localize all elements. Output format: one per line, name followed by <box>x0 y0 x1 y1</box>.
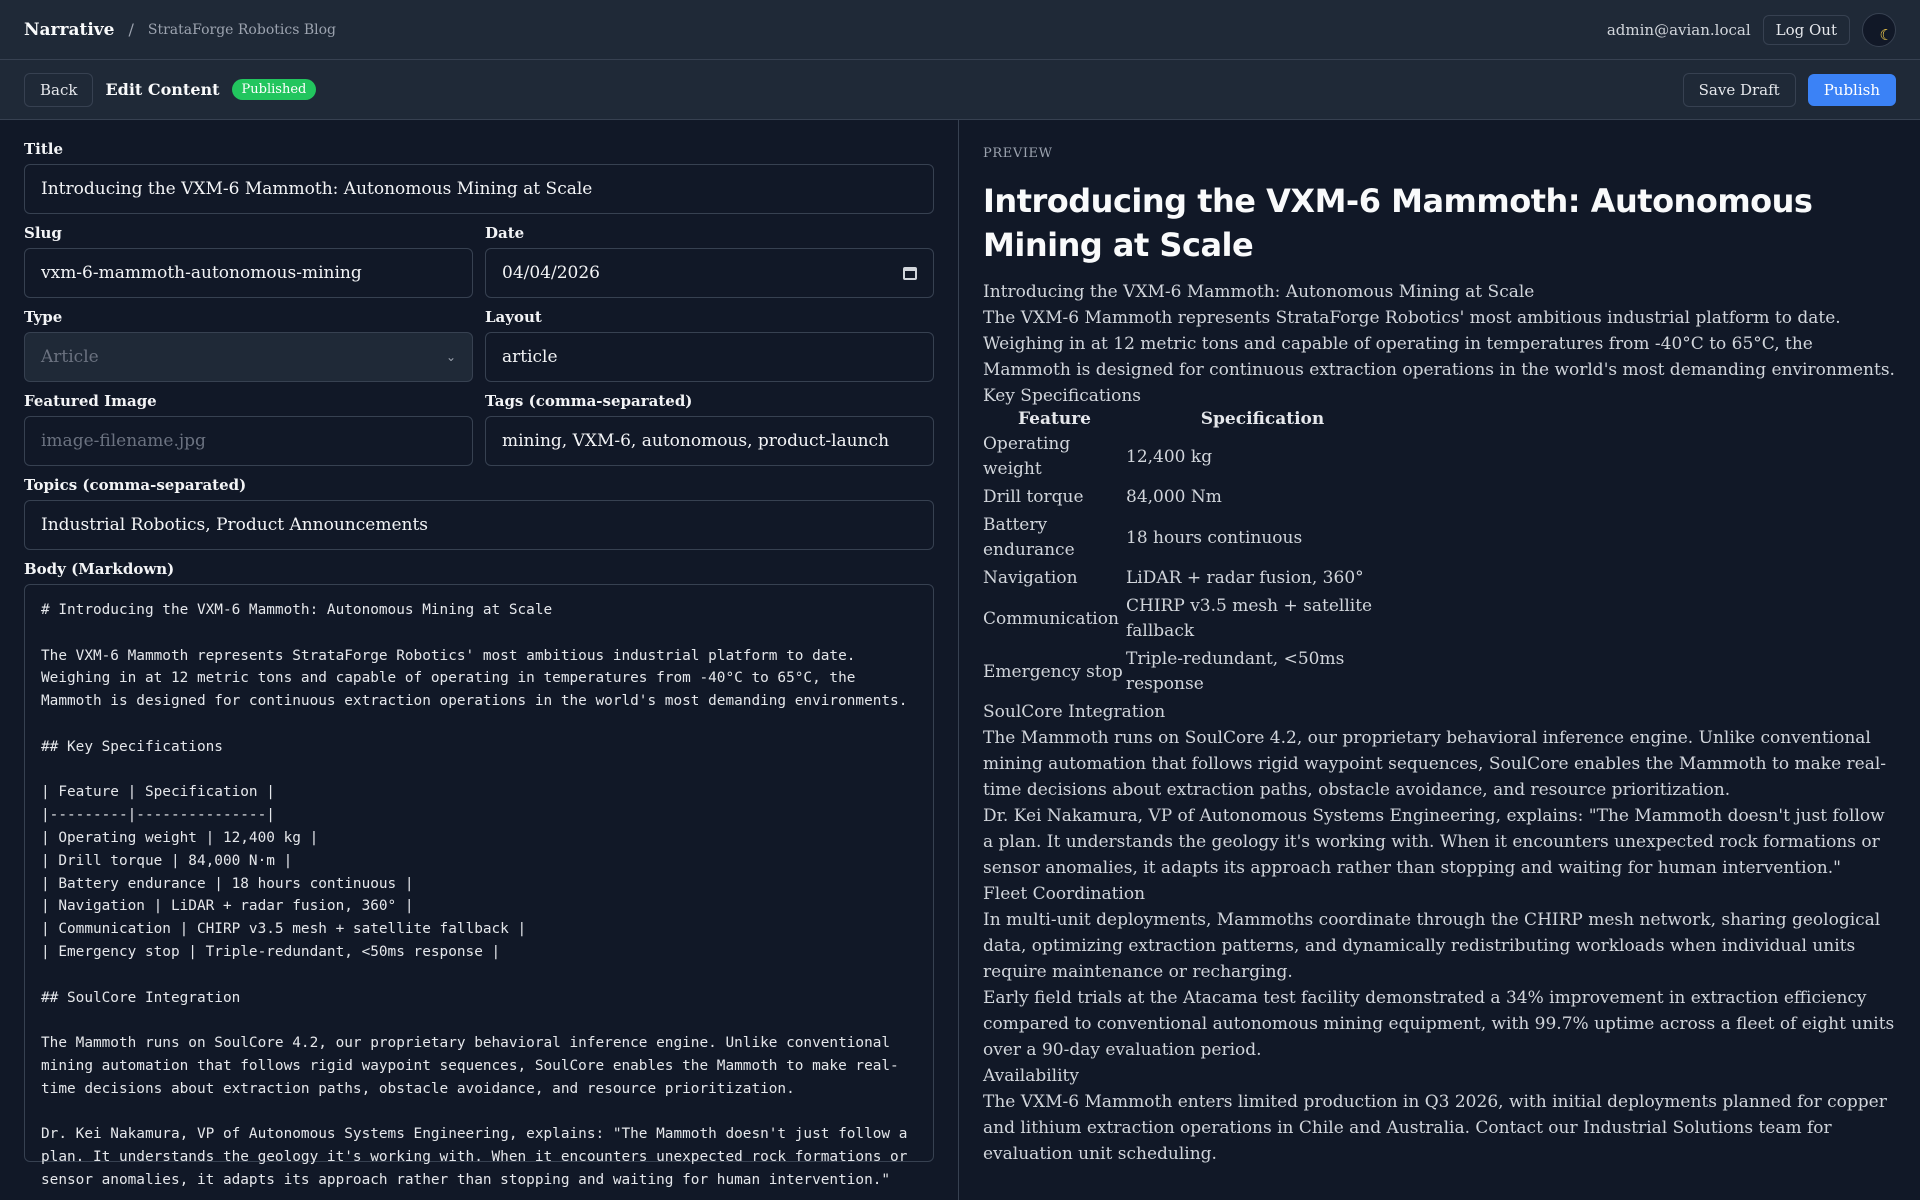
table-cell: CHIRP v3.5 mesh + satellite fallback <box>1126 596 1373 641</box>
date-input-value: 04/04/2026 <box>502 263 600 283</box>
title-field <box>24 140 934 214</box>
chevron-down-icon: ⌄ <box>445 350 456 364</box>
featured-image-input[interactable] <box>24 416 473 466</box>
editor-form <box>0 120 959 1200</box>
table-row <box>983 512 1399 565</box>
table-row <box>983 646 1399 699</box>
preview-title: Introducing the VXM-6 Mammoth: Autonomous Mining at Scale <box>983 182 1813 264</box>
app-name-link[interactable]: Narrative <box>24 19 115 40</box>
featured-image-label: Featured Image <box>24 392 157 410</box>
table-cell: LiDAR + radar fusion, 360° <box>1126 568 1364 588</box>
theme-toggle-button[interactable] <box>1862 13 1896 47</box>
preview-quote-paragraph: Dr. Kei Nakamura, VP of Autonomous Systems Engineering, explains: "The Mammoth doesn't just follow a plan. It understands the geology it's working with. When it encounters unexpected rock formations or sensor anomalies, it adapts its approach rather than stopping and waiting for human intervention." <box>983 806 1885 878</box>
save-draft-button[interactable]: Save Draft <box>1683 73 1796 107</box>
tags-input[interactable] <box>485 416 934 466</box>
preview-fleet-paragraph: In multi-unit deployments, Mammoths coordinate through the CHIRP mesh network, sharing geological data, optimizing extraction patterns, and dynamically redistributing workloads when individual units require maintenance or recharging. <box>983 910 1881 982</box>
table-cell: 12,400 kg <box>1126 446 1213 467</box>
slug-label: Slug <box>24 224 62 242</box>
tags-field <box>485 392 934 466</box>
preview-label: PREVIEW <box>983 146 1053 161</box>
featured-image-placeholder: image-filename.jpg <box>41 431 206 451</box>
preview-spec-table <box>983 409 1399 699</box>
layout-field <box>485 308 934 382</box>
date-field <box>485 224 934 298</box>
table-header-feature: Feature <box>1018 409 1091 429</box>
publish-button[interactable]: Publish <box>1808 74 1896 106</box>
layout-input-value: article <box>502 347 558 367</box>
tags-label: Tags (comma-separated) <box>485 392 693 410</box>
back-button[interactable]: Back <box>24 73 93 107</box>
type-label: Type <box>24 308 63 326</box>
preview-availability-heading: Availability <box>983 1066 1079 1086</box>
main-content <box>0 120 1920 1200</box>
table-cell: Drill torque <box>983 487 1084 507</box>
preview-availability-paragraph: The VXM-6 Mammoth enters limited production in Q3 2026, with initial deployments planned for copper and lithium extraction operations in Chile and Australia. Contact our Industrial Solutions team for evaluation unit scheduling. <box>983 1092 1887 1164</box>
table-row <box>983 565 1399 593</box>
user-email: admin@avian.local <box>1606 20 1751 39</box>
preview-pane <box>959 120 1920 1200</box>
breadcrumb-separator: / <box>128 20 134 39</box>
preview-soulcore-paragraph: The Mammoth runs on SoulCore 4.2, our proprietary behavioral inference engine. Unlike conventional mining automation that follows rigid waypoint sequences, SoulCore enables the Mammoth to make real-time decisions about extraction paths, obstacle avoidance, and resource prioritization. <box>983 728 1887 800</box>
table-cell: Triple-redundant, <50ms response <box>1126 649 1345 694</box>
preview-trials-paragraph: Early field trials at the Atacama test facility demonstrated a 34% improvement in extraction efficiency compared to conventional autonomous mining equipment, with 99.7% uptime across a fleet of eight units over a 90-day evaluation period. <box>983 988 1895 1060</box>
preview-soulcore-heading: SoulCore Integration <box>983 702 1166 722</box>
type-field <box>24 308 473 382</box>
site-name-link[interactable]: StrataForge Robotics Blog <box>147 21 336 38</box>
body-field <box>24 560 934 1188</box>
moon-icon: ☾ <box>1879 25 1893 44</box>
table-cell: Communication <box>983 608 1119 629</box>
page-title: Edit Content <box>105 80 220 99</box>
slug-field <box>24 224 473 298</box>
table-cell: 84,000 Nm <box>1126 487 1222 507</box>
preview-specs-heading: Key Specifications <box>983 386 1142 406</box>
tags-input-value: mining, VXM-6, autonomous, product-launch <box>502 431 890 451</box>
featured-image-field <box>24 392 473 466</box>
layout-label: Layout <box>485 308 542 326</box>
table-cell: Operating weight <box>983 434 1071 479</box>
table-cell: Navigation <box>983 568 1078 588</box>
type-select[interactable] <box>24 332 473 382</box>
title-label: Title <box>24 140 64 158</box>
title-input-value: Introducing the VXM-6 Mammoth: Autonomous Mining at Scale <box>41 179 593 199</box>
table-header-specification: Specification <box>1200 409 1325 429</box>
body-label: Body (Markdown) <box>24 560 175 578</box>
calendar-icon[interactable] <box>903 267 917 280</box>
user-area <box>1607 13 1896 47</box>
body-markdown-textarea[interactable]: # Introducing the VXM-6 Mammoth: Autonomous Mining at Scale The VXM-6 Mammoth represents StrataForge Robotics' most ambitious industrial platform to date. Weighing in at 12 metric tons and capable of operating in temperatures from -40°C to 65°C, the Mammoth is designed for continuous extraction operations in the world's most demanding environments. ## Key Specifications | Feature | Specification | |---------|---------------| | Operating weight | 12,400 kg | | Drill torque | 84,000 N·m | | Battery endurance | 18 hours continuous | | Navigation | LiDAR + radar fusion, 360° | | Communication | CHIRP v3.5 mesh + satellite fallback | | Emergency stop | Triple-redundant, <50ms response | ## SoulCore Integration The Mammoth runs on SoulCore 4.2, our proprietary behavioral inference engine. Unlike conventional mining automation that follows rigid waypoint sequences, SoulCore enables the Mammoth to make real-time decisions about extraction paths, obstacle avoidance, and resource prioritization. Dr. Kei Nakamura, VP of Autonomous Systems Engineering, explains: "The Mammoth doesn't just follow a plan. It understands the geology it's working with. When it encounters unexpected rock formations or sensor anomalies, it adapts its approach rather than stopping and waiting for human intervention." <box>24 584 934 1162</box>
preview-h1-text: Introducing the VXM-6 Mammoth: Autonomous Mining at Scale <box>983 282 1535 302</box>
layout-input[interactable] <box>485 332 934 382</box>
brand-breadcrumb <box>24 20 336 40</box>
table-cell: 18 hours continuous <box>1126 527 1303 548</box>
preview-fleet-heading: Fleet Coordination <box>983 884 1146 904</box>
topics-input-value: Industrial Robotics, Product Announcements <box>41 515 429 535</box>
table-row <box>983 484 1399 512</box>
logout-button[interactable]: Log Out <box>1763 15 1850 45</box>
top-navbar <box>0 0 1920 60</box>
date-label: Date <box>485 224 525 242</box>
table-cell: Battery endurance <box>983 515 1075 560</box>
type-select-value: Article <box>41 347 99 367</box>
topics-field <box>24 476 934 550</box>
table-row <box>983 593 1399 646</box>
date-input[interactable] <box>485 248 934 298</box>
preview-intro-paragraph: The VXM-6 Mammoth represents StrataForge Robotics' most ambitious industrial platform to date. Weighing in at 12 metric tons and capable of operating in temperatures from -40°C to 65°C, the Mammoth is designed for continuous extraction operations in the world's most demanding environments. <box>983 308 1895 380</box>
topics-label: Topics (comma-separated) <box>24 476 247 494</box>
status-badge: Published <box>232 79 317 100</box>
table-row <box>983 431 1399 484</box>
topics-input[interactable] <box>24 500 934 550</box>
slug-input-value: vxm-6-mammoth-autonomous-mining <box>41 263 362 283</box>
slug-input[interactable] <box>24 248 473 298</box>
title-input[interactable] <box>24 164 934 214</box>
edit-toolbar <box>0 60 1920 120</box>
table-cell: Emergency stop <box>983 661 1123 682</box>
